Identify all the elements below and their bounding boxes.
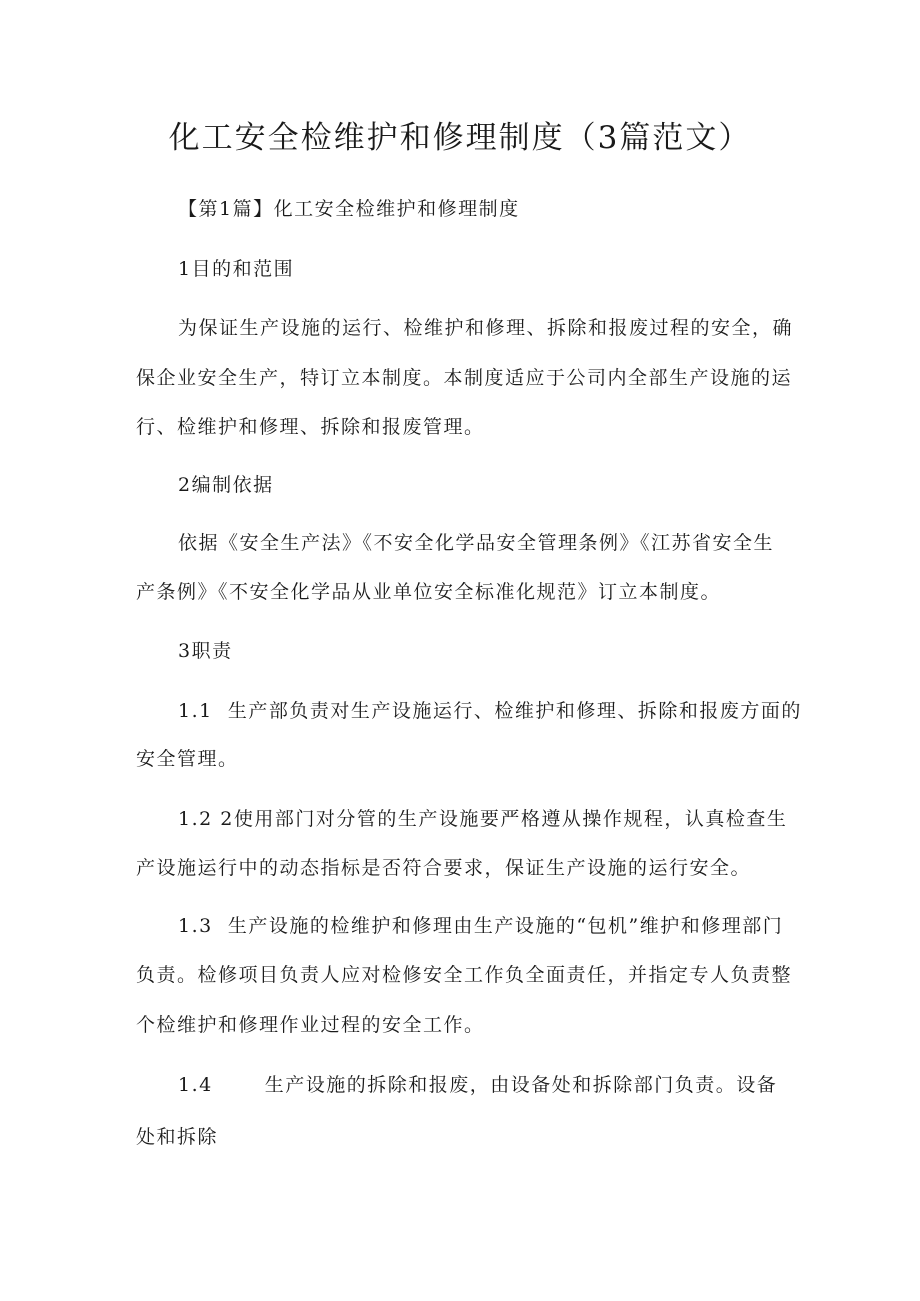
paragraph-1-line-1: 为保证生产设施的运行、检维护和修理、拆除和报废过程的安全，确	[178, 317, 794, 339]
paragraph-2-line-1: 依据《安全生产法》《不安全化学品安全管理条例》《江苏省安全生	[178, 532, 775, 554]
item-1-4-line-2: 处和拆除	[136, 1126, 219, 1148]
section-heading: 【第1篇】化工安全检维护和修理制度	[178, 198, 520, 220]
heading-3: 3职责	[178, 640, 233, 662]
heading-1: 1目的和范围	[178, 258, 295, 280]
item-1-2-line-1	[178, 804, 787, 834]
item-1-2-number: 1.2	[178, 808, 213, 830]
paragraph-2-line-2: 产条例》《不安全化学品从业单位安全标准化规范》订立本制度。	[136, 581, 722, 603]
item-1-4-line-1	[178, 1070, 777, 1100]
item-1-1-line-2: 安全管理。	[136, 748, 239, 770]
item-1-3-line-1	[178, 911, 783, 941]
item-1-4-number: 1.4	[178, 1074, 213, 1096]
item-1-3-number: 1.3	[178, 915, 213, 937]
heading-2: 2编制依据	[178, 474, 274, 496]
paragraph-1-line-2: 保企业安全生产，特订立本制度。本制度适应于公司内全部生产设施的运	[136, 367, 793, 389]
item-1-1-number: 1.1	[178, 700, 213, 722]
item-1-3-line-2: 负责。检修项目负责人应对检修安全工作负全面责任，并指定专人负责整	[136, 964, 793, 986]
item-1-2-text: 2使用部门对分管的生产设施要严格遵从操作规程，认真检查生	[220, 808, 788, 830]
paragraph-1-line-3: 行、检维护和修理、拆除和报废管理。	[136, 416, 485, 438]
item-1-1-line-1	[178, 696, 802, 726]
item-1-2-line-2: 产设施运行中的动态指标是否符合要求，保证生产设施的运行安全。	[136, 857, 752, 879]
item-1-3-text: 生产设施的检维护和修理由生产设施的“包机”维护和修理部门	[227, 915, 784, 937]
document-title: 化工安全检维护和修理制度（3篇范文）	[168, 120, 752, 156]
item-1-4-text: 生产设施的拆除和报废，由设备处和拆除部门负责。设备	[264, 1074, 778, 1096]
item-1-3-line-3: 个检维护和修理作业过程的安全工作。	[136, 1014, 485, 1036]
item-1-1-text: 生产部负责对生产设施运行、检维护和修理、拆除和报废方面的	[227, 700, 802, 722]
